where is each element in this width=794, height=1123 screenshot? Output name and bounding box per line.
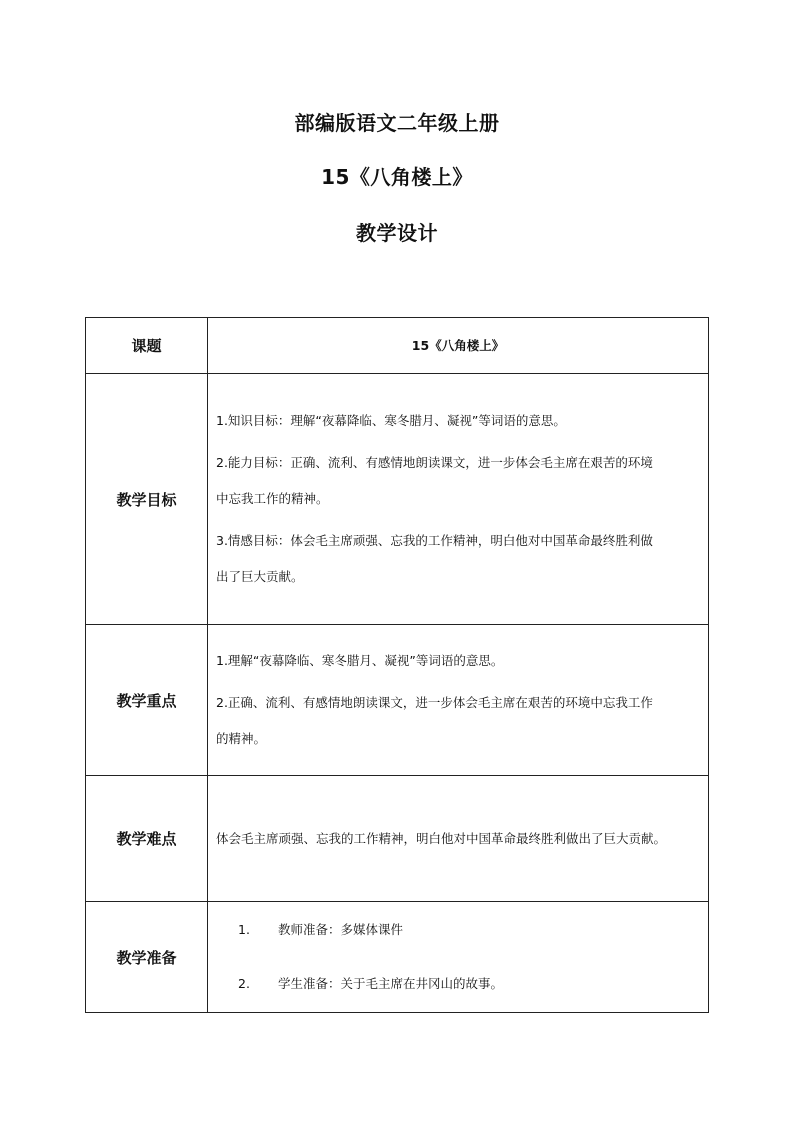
goals-label: 教学目标: [86, 374, 208, 625]
topic-value: 15《八角楼上》: [208, 318, 709, 374]
table-row-difficulties: [86, 776, 709, 902]
list-item-text: 学生准备：关于毛主席在井冈山的故事。: [278, 976, 504, 991]
key-point-1: 1.理解“夜幕降临、寒冬腊月、凝视”等词语的意思。: [216, 653, 504, 668]
table-row-topic: [86, 318, 709, 374]
list-item-number: 1.: [238, 922, 250, 937]
goal-emotion-line2: 出了巨大贡献。: [216, 569, 304, 584]
list-item-text: 教师准备：多媒体课件: [278, 922, 404, 937]
list-item: [238, 921, 700, 939]
goal-ability-line1: 2.能力目标：正确、流利、有感情地朗读课文，进一步体会毛主席在艰苦的环境: [216, 455, 653, 470]
goal-emotion: [216, 532, 700, 586]
table-row-key-points: [86, 625, 709, 776]
document-title-grade: 部编版语文二年级上册: [294, 111, 500, 135]
table-row-goals: [86, 374, 709, 625]
key-points-content: [208, 625, 709, 776]
goal-knowledge: 1.知识目标：理解“夜幕降临、寒冬腊月、凝视”等词语的意思。: [216, 413, 566, 428]
key-point-2-line2: 的精神。: [216, 731, 267, 746]
key-point-2-line1: 2.正确、流利、有感情地朗读课文，进一步体会毛主席在艰苦的环境中忘我工作: [216, 695, 653, 710]
goal-ability-line2: 中忘我工作的精神。: [216, 491, 329, 506]
goals-content: [208, 374, 709, 625]
goal-ability: [216, 454, 700, 508]
document-title-lesson: 15《八角楼上》: [321, 165, 473, 189]
lesson-plan-table: [85, 317, 709, 1013]
document-title-type: 教学设计: [356, 221, 438, 245]
preparation-content: [208, 902, 709, 1013]
list-item: [238, 975, 700, 993]
key-point-2: [216, 694, 700, 748]
list-item-number: 2.: [238, 976, 250, 991]
difficulties-content: 体会毛主席顽强、忘我的工作精神，明白他对中国革命最终胜利做出了巨大贡献。: [208, 776, 709, 902]
difficulties-label: 教学难点: [86, 776, 208, 902]
key-points-label: 教学重点: [86, 625, 208, 776]
table-row-preparation: [86, 902, 709, 1013]
goal-emotion-line1: 3.情感目标：体会毛主席顽强、忘我的工作精神，明白他对中国革命最终胜利做: [216, 533, 653, 548]
preparation-label: 教学准备: [86, 902, 208, 1013]
topic-label: 课题: [86, 318, 208, 374]
